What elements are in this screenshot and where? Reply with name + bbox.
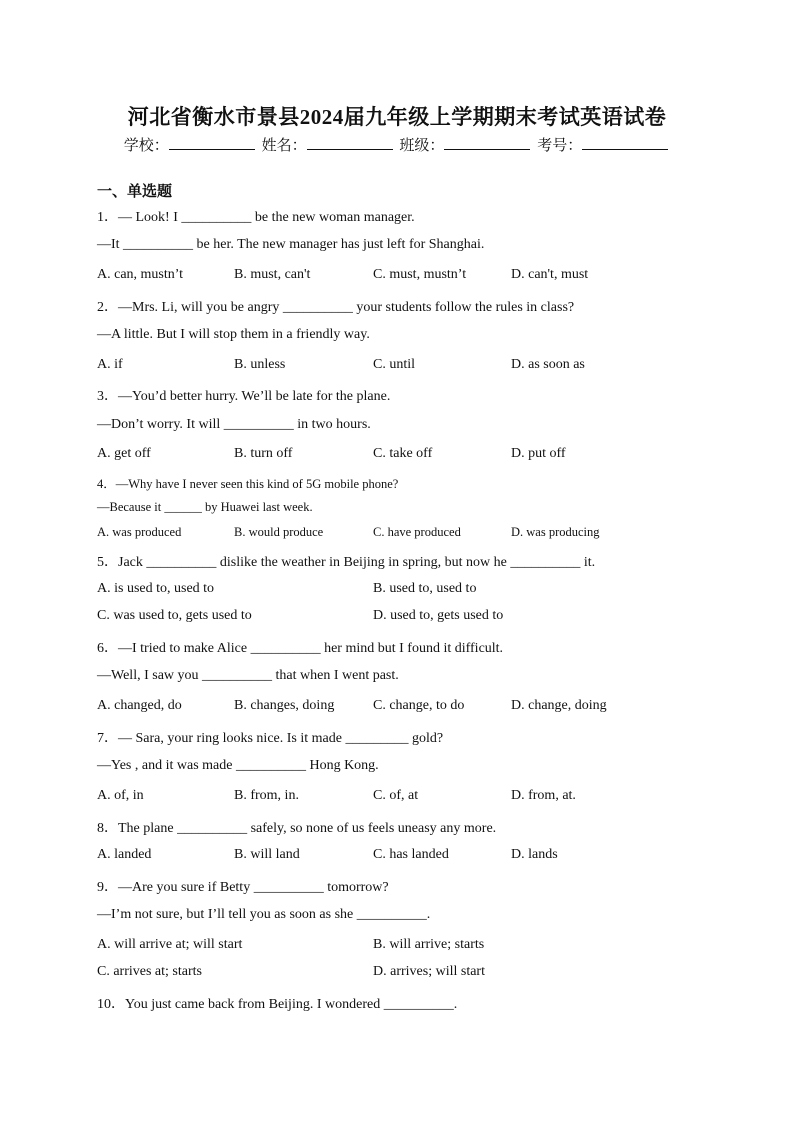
question-1-reply: —It __________ be her. The new manager has just left for Shanghai.: [97, 237, 485, 252]
question-8-stem: 8．The plane __________ safely, so none of us feels uneasy any more.: [97, 821, 497, 836]
question-8-option-a: A. landed: [97, 847, 152, 862]
question-4-option-b: B. would produce: [234, 525, 324, 539]
question-5-option-a: A. is used to, used to: [97, 581, 215, 596]
question-4-option-c: C. have produced: [373, 525, 461, 539]
question-9-option-c: C. arrives at; starts: [97, 964, 202, 979]
question-1-option-d: D. can't, must: [511, 267, 589, 282]
question-9-reply: —I’m not sure, but I’ll tell you as soon as she __________.: [97, 907, 431, 922]
question-1-option-b: B. must, can't: [234, 267, 311, 282]
question-6-option-a: A. changed, do: [97, 698, 182, 713]
student-info-line: [0, 134, 794, 155]
school-blank: [169, 135, 255, 150]
question-6-option-c: C. change, to do: [373, 698, 465, 713]
class-label: 班级：: [399, 136, 445, 154]
question-9-stem: 9．—Are you sure if Betty __________ tomorrow?: [97, 880, 389, 895]
question-9-option-a: A. will arrive at; will start: [97, 937, 243, 952]
exam-number-label: 考号：: [537, 136, 583, 154]
question-8-option-d: D. lands: [511, 847, 558, 862]
question-8-option-c: C. has landed: [373, 847, 449, 862]
question-4-option-a: A. was produced: [97, 525, 182, 539]
question-9-option-b: B. will arrive; starts: [373, 937, 485, 952]
question-5-option-d: D. used to, gets used to: [373, 608, 504, 623]
page-title: 河北省衡水市景县2024届九年级上学期期末考试英语试卷: [127, 105, 667, 129]
question-4-reply: —Because it ______ by Huawei last week.: [97, 500, 313, 514]
question-4-stem: 4．—Why have I never seen this kind of 5G mobile phone?: [97, 477, 399, 491]
question-2-option-a: A. if: [97, 357, 123, 372]
question-10-stem: 10．You just came back from Beijing. I wondered __________.: [97, 997, 458, 1012]
question-5-option-c: C. was used to, gets used to: [97, 608, 252, 623]
question-5-option-b: B. used to, used to: [373, 581, 477, 596]
question-7-option-a: A. of, in: [97, 788, 144, 803]
class-blank: [444, 135, 530, 150]
question-1-stem: 1．— Look! I __________ be the new woman manager.: [97, 210, 415, 225]
question-3-reply: —Don’t worry. It will __________ in two hours.: [97, 417, 371, 432]
question-3-option-c: C. take off: [373, 446, 433, 461]
question-6-option-d: D. change, doing: [511, 698, 607, 713]
name-blank: [307, 135, 393, 150]
question-1-option-a: A. can, mustn’t: [97, 267, 184, 282]
question-7-option-d: D. from, at.: [511, 788, 576, 803]
question-7-option-b: B. from, in.: [234, 788, 299, 803]
question-7-stem: 7．— Sara, your ring looks nice. Is it made _________ gold?: [97, 731, 444, 746]
section-title: 一、单选题: [97, 182, 173, 200]
question-6-reply: —Well, I saw you __________ that when I went past.: [97, 668, 399, 683]
question-3-option-a: A. get off: [97, 446, 151, 461]
question-2-option-c: C. until: [373, 357, 416, 372]
question-2-stem: 2．—Mrs. Li, will you be angry __________ your students follow the rules in class?: [97, 300, 575, 315]
question-6-stem: 6．—I tried to make Alice __________ her mind but I found it difficult.: [97, 641, 504, 656]
question-2-reply: —A little. But I will stop them in a friendly way.: [97, 327, 370, 342]
question-1-option-c: C. must, mustn’t: [373, 267, 467, 282]
name-label: 姓名：: [261, 136, 307, 154]
question-3-stem: 3．—You’d better hurry. We’ll be late for the plane.: [97, 389, 391, 404]
question-3-option-b: B. turn off: [234, 446, 293, 461]
question-3-option-d: D. put off: [511, 446, 566, 461]
question-2-option-d: D. as soon as: [511, 357, 585, 372]
exam-number-blank: [582, 135, 668, 150]
question-7-option-c: C. of, at: [373, 788, 419, 803]
question-4-option-d: D. was producing: [511, 525, 600, 539]
question-5-stem: 5．Jack __________ dislike the weather in Beijing in spring, but now he __________ it.: [97, 555, 596, 570]
school-label: 学校：: [123, 136, 169, 154]
question-7-reply: —Yes , and it was made __________ Hong Kong.: [97, 758, 379, 773]
question-6-option-b: B. changes, doing: [234, 698, 335, 713]
question-8-option-b: B. will land: [234, 847, 300, 862]
question-9-option-d: D. arrives; will start: [373, 964, 485, 979]
question-2-option-b: B. unless: [234, 357, 286, 372]
